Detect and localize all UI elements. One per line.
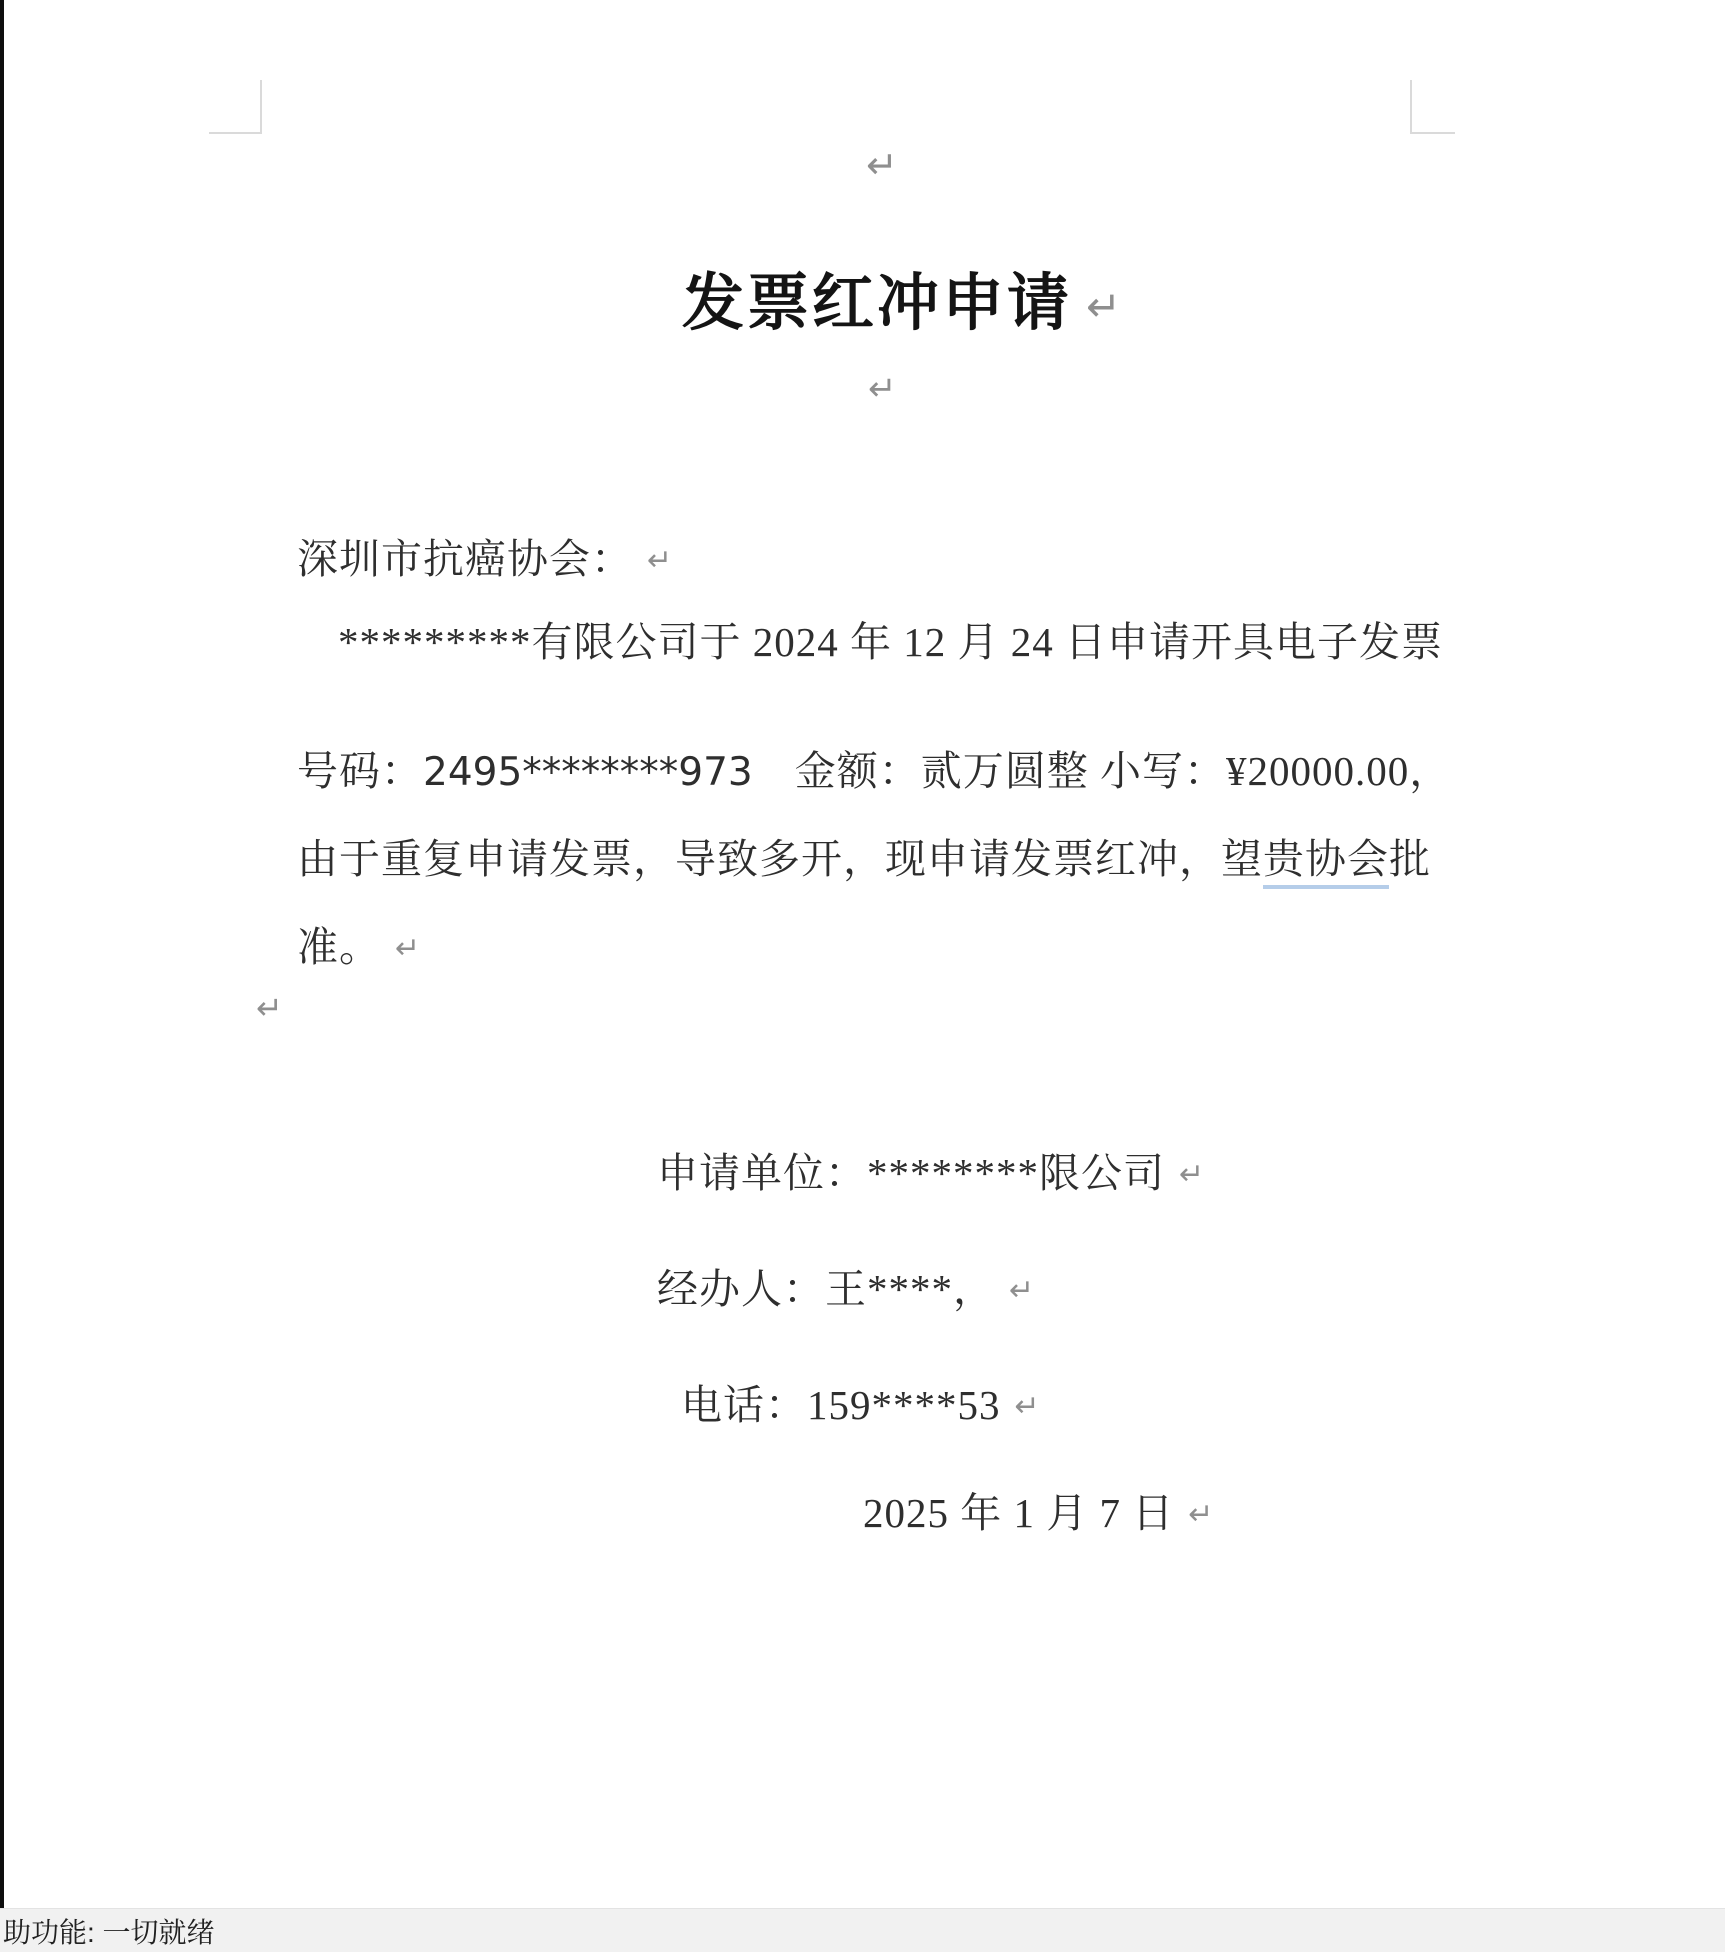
body-line-4-text[interactable]: 准。 — [297, 924, 381, 970]
text-boundary-mark-top-left-vertical — [260, 80, 262, 134]
amount-text[interactable]: 金额：贰万圆整 小写：¥20000.00， — [752, 748, 1452, 794]
text-boundary-mark-top-right-vertical — [1410, 80, 1412, 134]
body-line-3[interactable] — [252, 798, 1431, 921]
phone-text[interactable]: 电话：159****53 — [681, 1382, 1001, 1428]
title-line — [666, 256, 1121, 350]
paragraph-mark-icon: ↵ — [647, 543, 674, 578]
grammar-underlined-text[interactable]: 贵协会 — [1263, 836, 1389, 889]
left-edge-bar — [0, 0, 4, 1908]
paragraph-mark-icon: ↵ — [1179, 1157, 1206, 1192]
date-text[interactable]: 2025 年 1 月 7 日 — [863, 1490, 1175, 1536]
signature-phone-line[interactable] — [636, 1344, 1041, 1467]
paragraph-mark-icon: ↵ — [1188, 1497, 1215, 1532]
applicant-unit-text[interactable]: 申请单位：********限公司 — [657, 1150, 1165, 1196]
invoice-number-value[interactable]: 2495********973 — [423, 750, 753, 795]
signature-applicant-line[interactable] — [612, 1112, 1205, 1235]
body-line-1[interactable]: *********有限公司于 2024 年 12 月 24 日申请开具电子发票 — [338, 619, 1443, 665]
signature-handler-line[interactable] — [612, 1228, 1035, 1351]
text-boundary-mark-top-left-horizontal — [209, 132, 262, 134]
paragraph-mark-icon: ↵ — [866, 143, 898, 187]
paragraph-mark-icon: ↵ — [1014, 1389, 1041, 1424]
body-line-3-pre[interactable]: 由于重复申请发票，导致多开，现申请发票红冲，望 — [297, 836, 1263, 882]
paragraph-mark-icon: ↵ — [256, 989, 283, 1027]
page-title[interactable]: 发票红冲申请 — [682, 266, 1073, 339]
paragraph-mark-icon: ↵ — [1086, 282, 1122, 331]
body-line-3-post[interactable]: 批 — [1389, 836, 1431, 882]
handler-text[interactable]: 经办人：王****， — [657, 1266, 995, 1312]
invoice-number-label[interactable]: 号码： — [297, 748, 423, 794]
paragraph-mark-icon: ↵ — [1009, 1273, 1036, 1308]
paragraph-mark-icon: ↵ — [395, 931, 422, 966]
text-boundary-mark-top-right-horizontal — [1410, 132, 1455, 134]
paragraph-mark-icon: ↵ — [868, 369, 897, 409]
salutation-line[interactable] — [252, 498, 673, 621]
salutation-text[interactable]: 深圳市抗癌协会： — [297, 536, 633, 582]
status-bar — [0, 1908, 1725, 1952]
status-bar-text: 助功能: 一切就绪 — [3, 1916, 215, 1948]
signature-date-line[interactable] — [818, 1452, 1214, 1575]
